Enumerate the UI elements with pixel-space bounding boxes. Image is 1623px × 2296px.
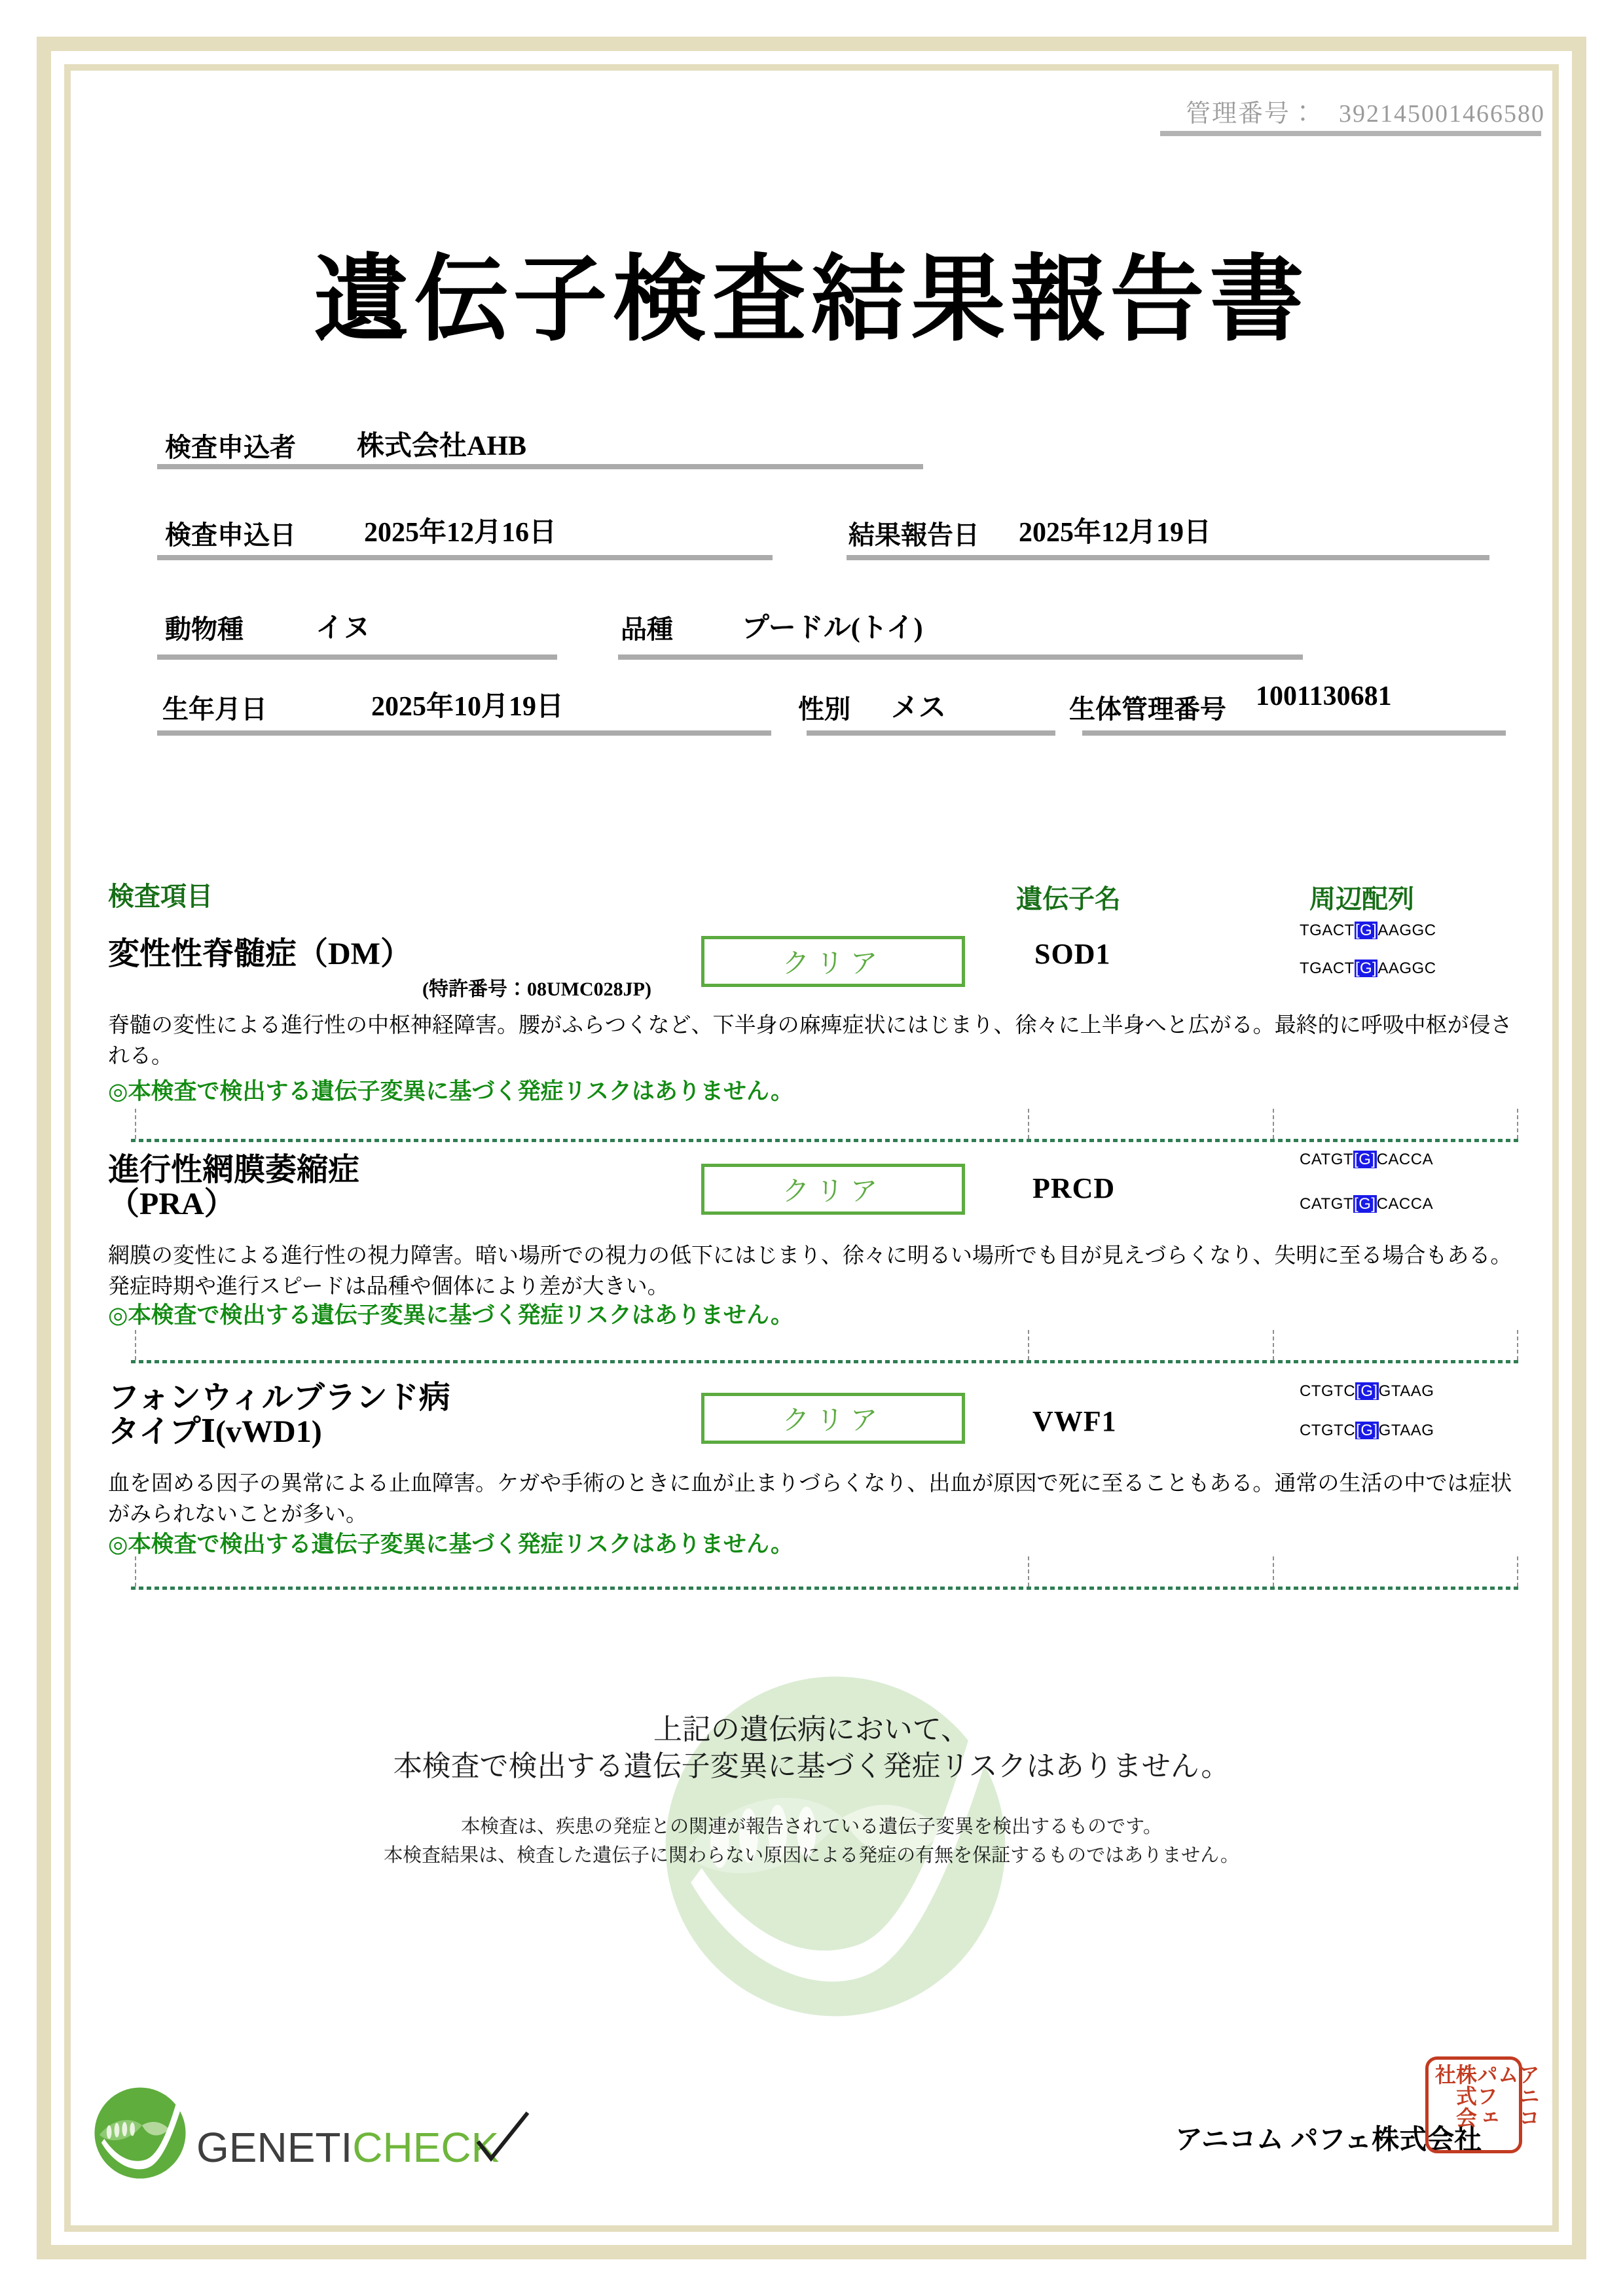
breed-label: 品種 bbox=[621, 615, 673, 644]
sex-value: メス bbox=[891, 693, 947, 723]
dna-sequence bbox=[1300, 1422, 1434, 1440]
summary-line2: 本検査で検出する遺伝子変異に基づく発症リスクはありません。 bbox=[393, 1750, 1230, 1782]
apply-date-underline bbox=[157, 555, 773, 560]
column-tick bbox=[1028, 1330, 1029, 1360]
birth-date-value: 2025年10月19日 bbox=[371, 692, 564, 722]
report-date-value: 2025年12月19日 bbox=[1019, 518, 1212, 548]
row-separator bbox=[131, 1360, 1519, 1363]
column-tick bbox=[1517, 1556, 1518, 1587]
test-name-line2: タイプⅠ(vWD1) bbox=[108, 1414, 322, 1449]
sequence-mutation-site: [G] bbox=[1355, 922, 1377, 939]
sequence-right: GTAAG bbox=[1378, 1422, 1434, 1439]
sequence-mutation-site: [G] bbox=[1356, 1382, 1378, 1400]
check-mark-icon bbox=[469, 2109, 534, 2170]
sequence-right: CACCA bbox=[1376, 1195, 1434, 1213]
dna-sequence bbox=[1300, 960, 1436, 978]
sequence-mutation-site: [G] bbox=[1356, 1422, 1378, 1439]
breed-value: プードル(トイ) bbox=[742, 613, 923, 643]
column-tick bbox=[1273, 1556, 1274, 1587]
applicant-label: 検査申込者 bbox=[165, 433, 296, 462]
sequence-right: AAGGC bbox=[1377, 922, 1436, 939]
sequence-left: CTGTC bbox=[1300, 1382, 1356, 1400]
risk-note: ◎本検査で検出する遺伝子変異に基づく発症リスクはありません。 bbox=[108, 1079, 793, 1104]
summary-line1: 上記の遺伝病において、 bbox=[653, 1713, 970, 1746]
report-date-underline bbox=[847, 555, 1489, 560]
disease-description: 網膜の変性による進行性の視力障害。暗い場所での視力の低下にはじまり、徐々に明るい場所でも目が見えづらくなり、失明に至る場合もある。発症時期や進行スピードは品種や個体により差が大きい。 bbox=[108, 1244, 1512, 1299]
management-number-row bbox=[1113, 93, 1545, 129]
sequence-mutation-site: [G] bbox=[1354, 1195, 1376, 1213]
dna-sequence bbox=[1300, 1382, 1434, 1401]
sequence-left: CTGTC bbox=[1300, 1422, 1356, 1439]
stamp-column-pafe: パフェ bbox=[1474, 2064, 1498, 2128]
animal-id-value: 1001130681 bbox=[1256, 681, 1392, 711]
wordmark-geneti: GENETI bbox=[196, 2124, 353, 2171]
row-separator bbox=[131, 1139, 1519, 1142]
species-value: イヌ bbox=[316, 613, 371, 643]
geneticheck-logo-mark bbox=[92, 2084, 189, 2182]
column-header-gene-name: 遺伝子名 bbox=[1016, 884, 1121, 914]
gene-name: PRCD bbox=[1032, 1172, 1116, 1204]
test-name: フォンウィルブランド病 bbox=[108, 1380, 450, 1415]
sequence-left: TGACT bbox=[1300, 960, 1355, 977]
birth-date-underline bbox=[157, 730, 771, 736]
sex-label: 性別 bbox=[798, 694, 850, 724]
sequence-mutation-site: [G] bbox=[1355, 960, 1377, 977]
result-box-clear: クリア bbox=[701, 936, 965, 987]
column-tick bbox=[1517, 1109, 1518, 1139]
sequence-right: GTAAG bbox=[1378, 1382, 1434, 1400]
summary-note2: 本検査結果は、検査した遺伝子に関わらない原因による発症の有無を保証するものではありません。 bbox=[384, 1845, 1239, 1866]
patent-number: (特許番号：08UMC028JP) bbox=[422, 978, 651, 1000]
wordmark-check: CHECK bbox=[352, 2124, 500, 2171]
test-name: 変性性脊髄症（DM） bbox=[108, 937, 412, 971]
column-tick bbox=[1273, 1109, 1274, 1139]
summary-note1: 本検査は、疾患の発症との関連が報告されている遺伝子変異を検出するものです。 bbox=[461, 1816, 1162, 1837]
risk-note: ◎本検査で検出する遺伝子変異に基づく発症リスクはありません。 bbox=[108, 1302, 793, 1328]
animal-id-label: 生体管理番号 bbox=[1069, 694, 1226, 724]
sequence-mutation-site: [G] bbox=[1354, 1151, 1376, 1168]
sequence-left: TGACT bbox=[1300, 922, 1355, 939]
species-label: 動物種 bbox=[165, 615, 244, 644]
company-name: アニコム パフェ株式会社 bbox=[1175, 2125, 1482, 2155]
column-tick bbox=[135, 1556, 136, 1587]
sequence-left: CATGT bbox=[1300, 1151, 1354, 1168]
company-seal-stamp bbox=[1425, 2056, 1540, 2153]
test-name: 進行性網膜萎縮症 bbox=[108, 1153, 360, 1187]
breed-underline bbox=[618, 655, 1303, 660]
column-tick bbox=[1028, 1109, 1029, 1139]
gene-name: SOD1 bbox=[1034, 938, 1111, 970]
result-box-clear: クリア bbox=[701, 1164, 965, 1215]
birth-date-label: 生年月日 bbox=[162, 694, 267, 724]
animal-id-underline bbox=[1082, 730, 1506, 736]
test-name-line2: （PRA） bbox=[108, 1187, 236, 1221]
column-tick bbox=[1517, 1330, 1518, 1360]
row-separator bbox=[131, 1587, 1519, 1590]
column-tick bbox=[135, 1330, 136, 1360]
disease-description: 脊髄の変性による進行性の中枢神経障害。腰がふらつくなど、下半身の麻痺症状にはじまり、徐々に上半身へと広がる。最終的に呼吸中枢が侵される。 bbox=[108, 1014, 1512, 1068]
species-underline bbox=[157, 655, 557, 660]
stamp-column-kabushikigaisha: 株式会社 bbox=[1432, 2064, 1477, 2128]
column-tick bbox=[135, 1109, 136, 1139]
dna-sequence bbox=[1300, 922, 1436, 940]
report-date-label: 結果報告日 bbox=[848, 520, 979, 550]
result-box-clear: クリア bbox=[701, 1393, 965, 1444]
apply-date-value: 2025年12月16日 bbox=[364, 518, 557, 548]
column-header-test-item: 検査項目 bbox=[108, 882, 213, 911]
column-tick bbox=[1028, 1556, 1029, 1587]
management-number-underline bbox=[1160, 131, 1541, 136]
dna-sequence bbox=[1300, 1151, 1433, 1169]
column-header-sequence: 周辺配列 bbox=[1309, 884, 1414, 914]
sequence-right: CACCA bbox=[1376, 1151, 1434, 1168]
sequence-left: CATGT bbox=[1300, 1195, 1354, 1213]
gene-name: VWF1 bbox=[1032, 1405, 1117, 1437]
sex-underline bbox=[807, 730, 1055, 736]
stamp-column-anicom: アニコム bbox=[1495, 2064, 1540, 2128]
column-tick bbox=[1273, 1330, 1274, 1360]
apply-date-label: 検査申込日 bbox=[165, 520, 296, 550]
risk-note: ◎本検査で検出する遺伝子変異に基づく発症リスクはありません。 bbox=[108, 1532, 793, 1557]
disease-description: 血を固める因子の異常による止血障害。ケガや手術のときに血が止まりづらくなり、出血が原因で死に至ることもある。通常の生活の中では症状がみられないことが多い。 bbox=[108, 1472, 1512, 1526]
sequence-right: AAGGC bbox=[1377, 960, 1436, 977]
management-number-value: 392145001466580 bbox=[1339, 100, 1545, 128]
dna-sequence bbox=[1300, 1195, 1433, 1213]
applicant-value: 株式会社AHB bbox=[357, 431, 527, 461]
applicant-underline bbox=[157, 464, 923, 469]
geneticheck-wordmark bbox=[196, 2123, 499, 2172]
page-title: 遺伝子検査結果報告書 bbox=[314, 249, 1309, 353]
management-number-label: 管理番号： bbox=[1185, 100, 1317, 128]
